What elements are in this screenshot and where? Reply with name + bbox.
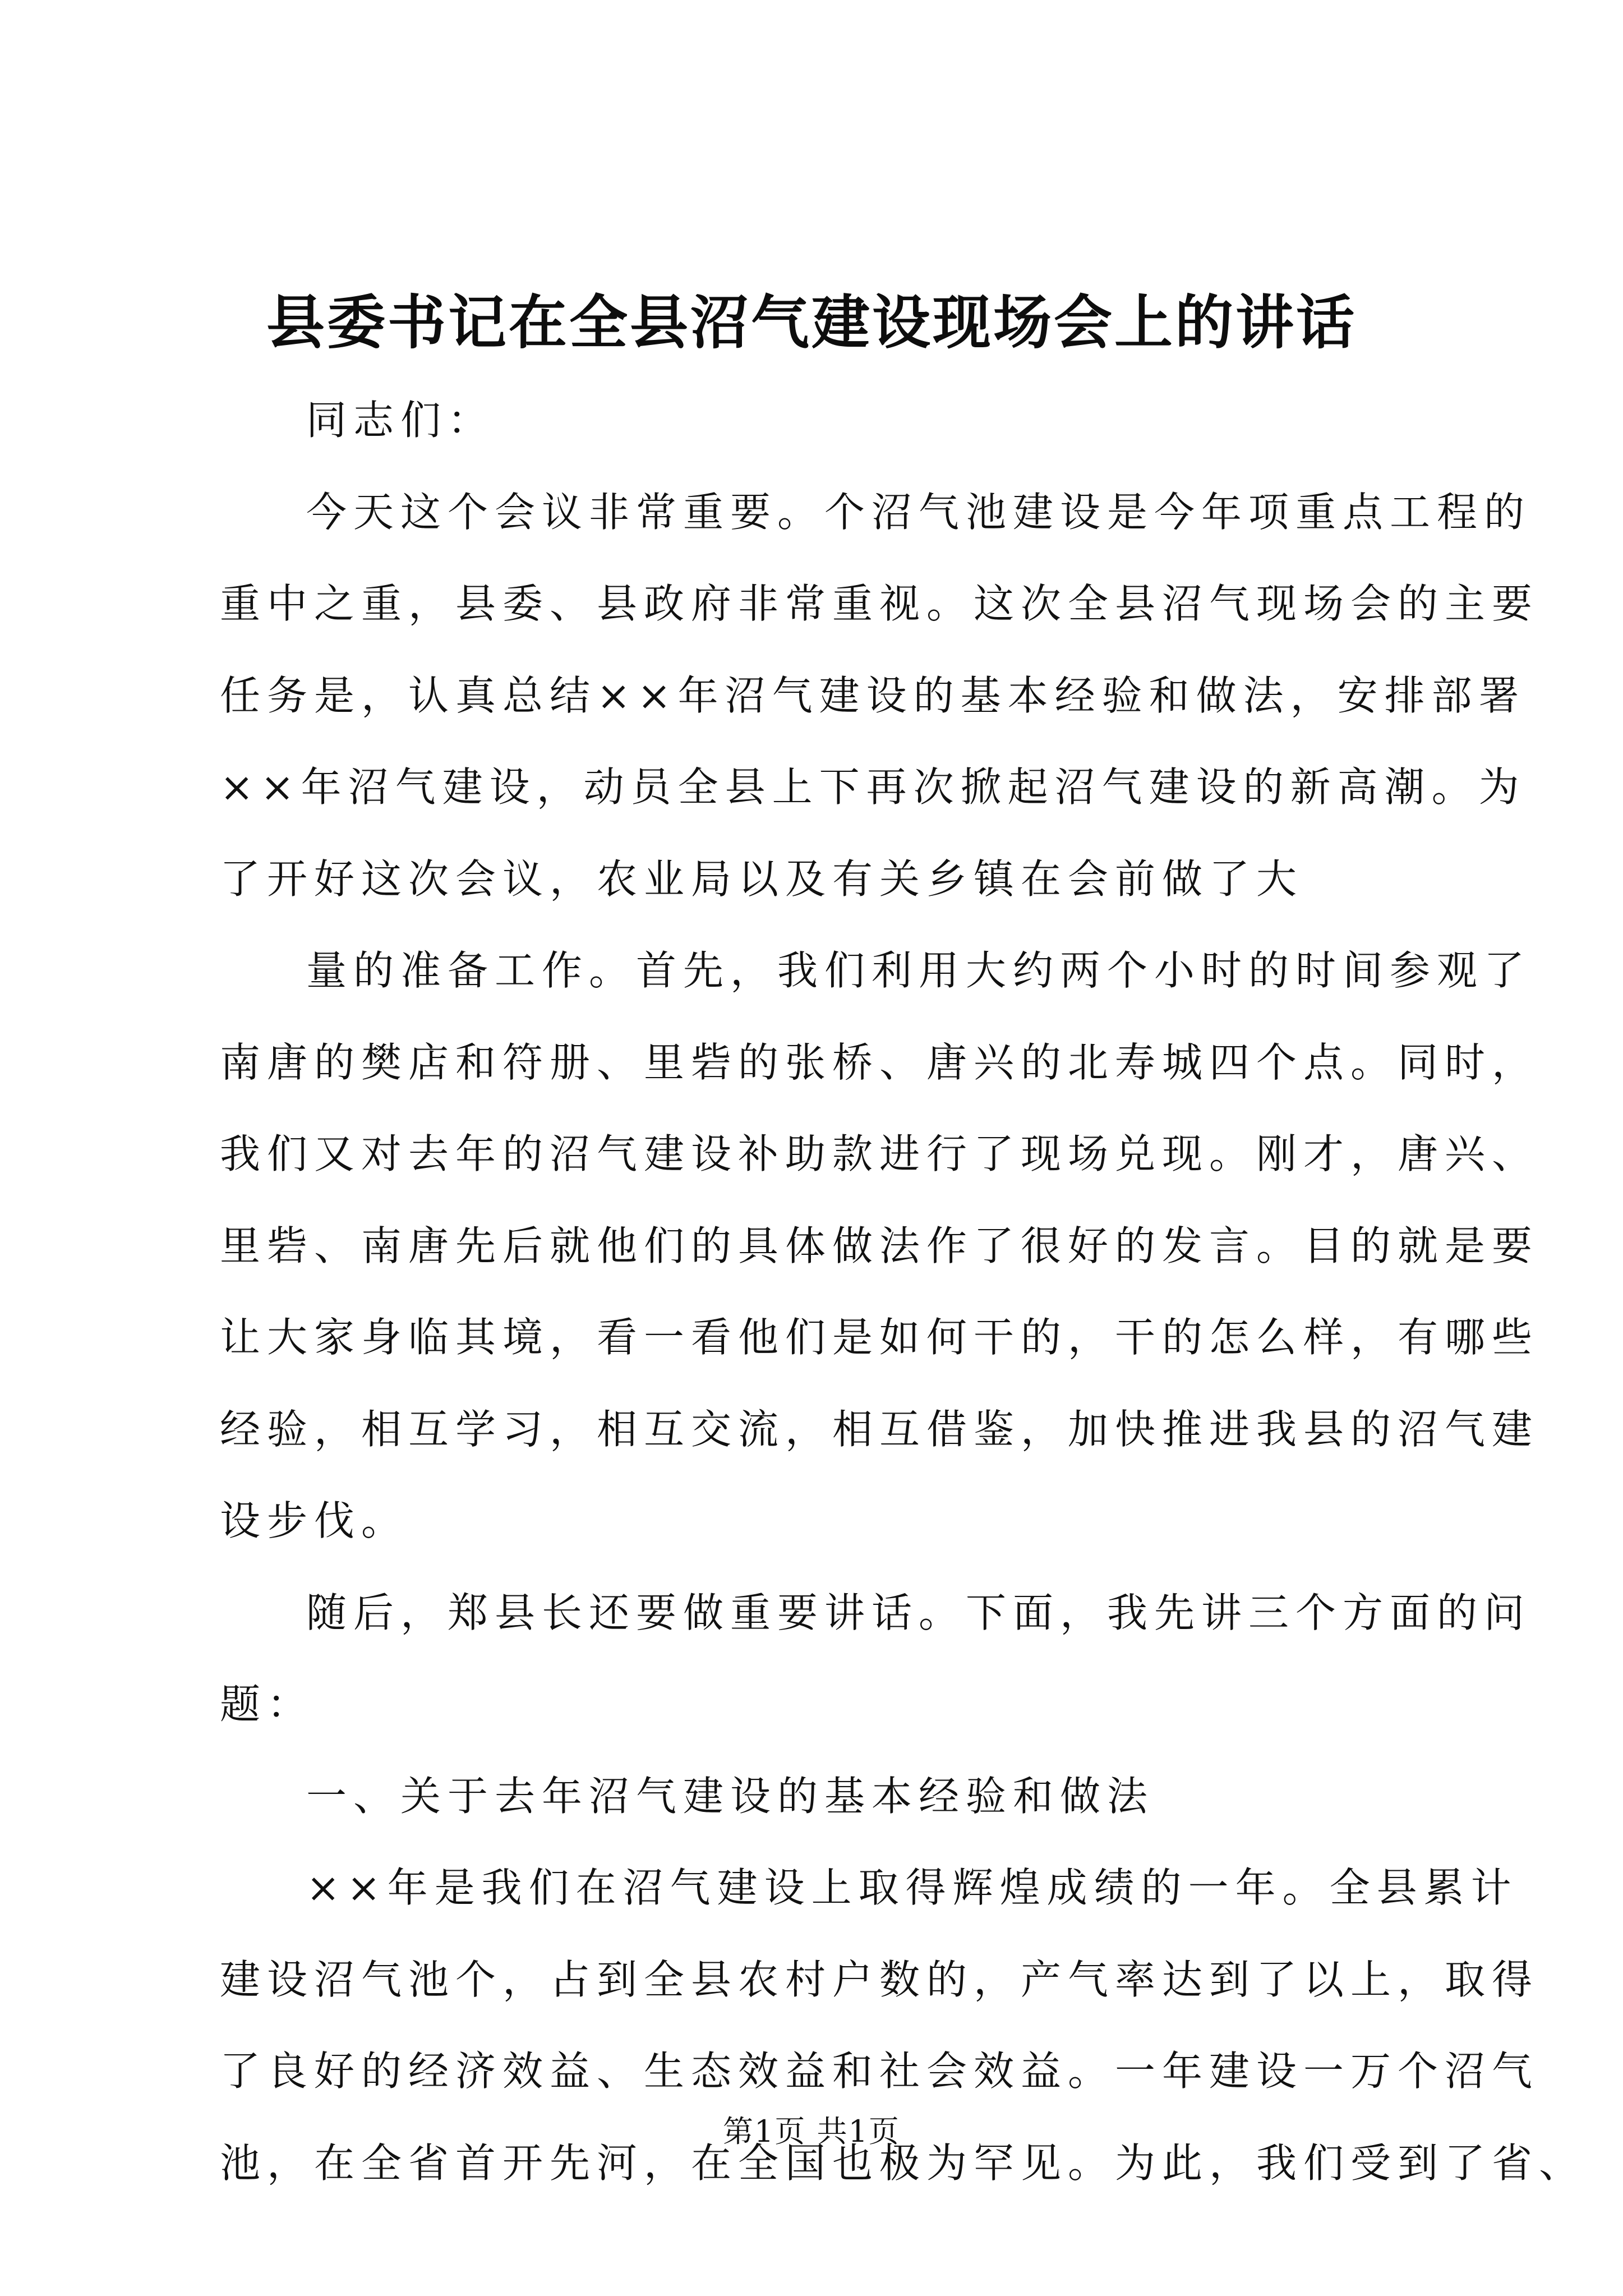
paragraph-line: 重中之重，县委、县政府非常重视。这次全县沼气现场会的主要 [220,580,1539,627]
paragraph-line: 量的准备工作。首先，我们利用大约两个小时的时间参观了 [306,947,1532,994]
page-number-footer: 第1页 共1页 [723,2114,900,2149]
paragraph-line: 随后，郑县长还要做重要讲话。下面，我先讲三个方面的问 [306,1589,1532,1636]
salutation-line: 同志们： [306,397,495,444]
paragraph-line: 今天这个会议非常重要。个沼气池建设是今年项重点工程的 [306,488,1532,536]
document-body [220,375,1587,2209]
paragraph-line: 了良好的经济效益、生态效益和社会效益。一年建设一万个沼气 [220,2047,1539,2095]
document-title: 县委书记在全县沼气建设现场会上的讲话 [266,288,1357,357]
paragraph-line: 里砦、南唐先后就他们的具体做法作了很好的发言。目的就是要 [220,1222,1539,1269]
paragraph-line: 我们又对去年的沼气建设补助款进行了现场兑现。刚才，唐兴、 [220,1130,1539,1177]
paragraph-line: 池，在全省首开先河，在全国也极为罕见。为此，我们受到了省、 [220,2139,1587,2187]
paragraph-line: 让大家身临其境，看一看他们是如何干的，干的怎么样，有哪些 [220,1314,1539,1361]
paragraph-line: 经验，相互学习，相互交流，相互借鉴，加快推进我县的沼气建 [220,1405,1539,1453]
paragraph-line: 设步伐。 [220,1497,409,1544]
paragraph-line: ××年沼气建设，动员全县上下再次掀起沼气建设的新高潮。为 [220,763,1526,811]
paragraph-line: 任务是，认真总结××年沼气建设的基本经验和做法，安排部署 [220,671,1526,719]
paragraph-line: 建设沼气池个，占到全县农村户数的，产气率达到了以上，取得 [220,1955,1539,2003]
paragraph-line: 了开好这次会议，农业局以及有关乡镇在会前做了大 [220,855,1304,903]
section-heading: 一、关于去年沼气建设的基本经验和做法 [306,1772,1155,1820]
paragraph-line: ××年是我们在沼气建设上取得辉煌成绩的一年。全县累计 [306,1864,1518,1911]
paragraph-line: 南唐的樊店和符册、里砦的张桥、唐兴的北寿城四个点。同时， [220,1038,1539,1086]
paragraph-line: 题： [220,1681,315,1728]
